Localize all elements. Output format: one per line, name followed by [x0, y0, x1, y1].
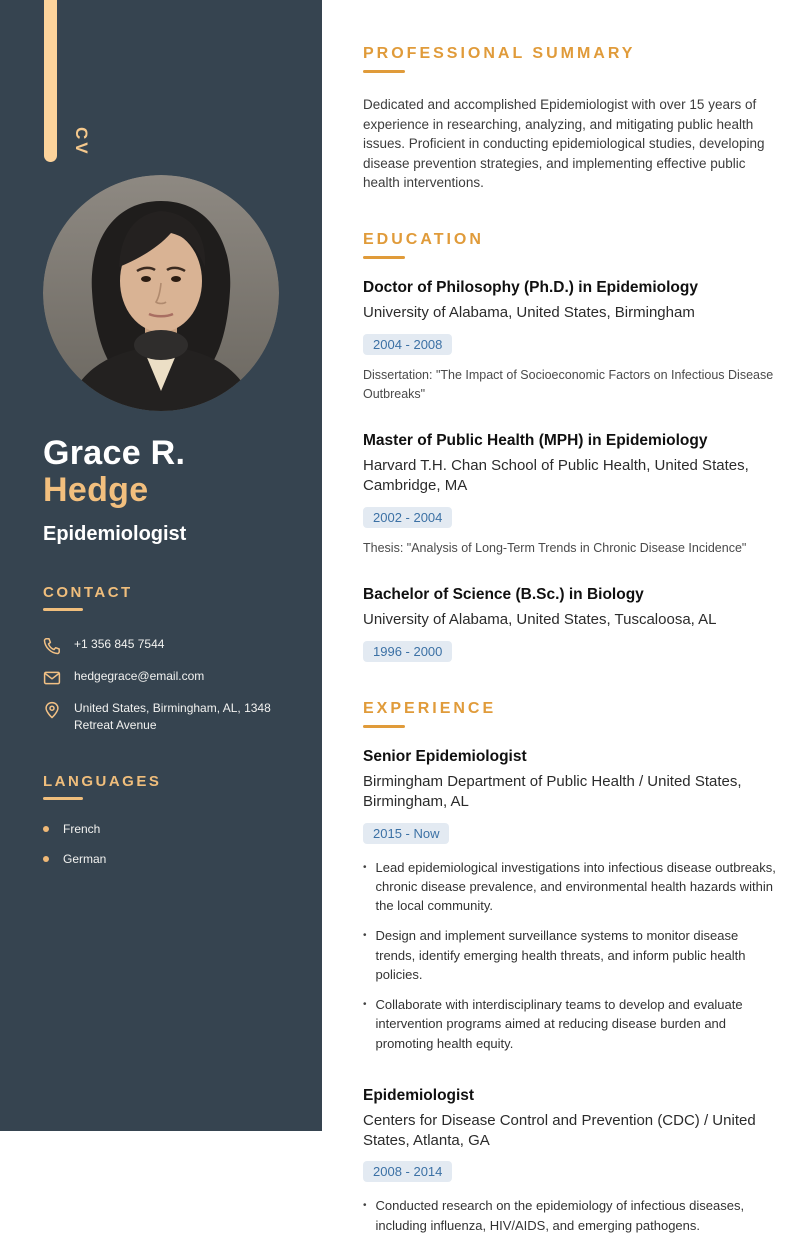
- language-item: [43, 822, 294, 836]
- sidebar: [0, 0, 322, 1131]
- experience-heading: EXPERIENCE: [363, 700, 497, 718]
- employer-name: Centers for Disease Control and Prevention (CDC) / United States, Atlanta, GA: [363, 1111, 756, 1149]
- education-heading: EDUCATION: [363, 230, 484, 248]
- date-badge: 1996 - 2000: [363, 641, 452, 662]
- languages-heading: LANGUAGES: [43, 772, 162, 790]
- bullet-item: [363, 926, 777, 984]
- contact-heading: CONTACT: [43, 583, 133, 601]
- bullet-dot-icon: [43, 826, 49, 832]
- bullet-text: Design and implement surveillance systems to monitor disease trends, identify emerging health threats, and inform public health policies.: [375, 928, 746, 982]
- section-summary: [363, 45, 777, 193]
- employer-name: Birmingham Department of Public Health / United States, Birmingham, AL: [363, 773, 742, 810]
- bullet-text: Lead epidemiological investigations into infectious disease outbreaks, chronic disease prevalence, and environmental health hazards within the local community.: [375, 859, 776, 914]
- language-label: French: [63, 821, 101, 836]
- person-name: [43, 435, 294, 510]
- summary-text: Dedicated and accomplished Epidemiologist with over 15 years of experience in researching, analyzing, and mitigating public health issues. Proficient in conducting epidemiological studies, developing disease prevention strategies, and implementing effective public health interventions.: [363, 97, 765, 191]
- contact-item-phone: [43, 636, 294, 655]
- section-education: [363, 231, 777, 662]
- main-content: [322, 0, 800, 1233]
- portrait-illustration: [43, 175, 279, 411]
- bullet-dot-icon: •: [363, 1200, 367, 1212]
- summary-heading: PROFESSIONAL SUMMARY: [363, 45, 636, 62]
- experience-entry: [363, 1087, 777, 1235]
- summary-heading-underline: [363, 70, 405, 73]
- date-badge: 2015 - Now: [363, 823, 449, 844]
- bullet-dot-icon: •: [363, 999, 367, 1011]
- language-label: German: [63, 851, 107, 866]
- person-job-title: Epidemiologist: [43, 522, 187, 545]
- section-experience: [363, 700, 777, 1235]
- languages-heading-underline: [43, 797, 83, 800]
- person-first-name: Grace R.: [43, 434, 186, 472]
- contact-item-address: [43, 700, 294, 735]
- accent-bar: [44, 0, 57, 162]
- date-badge: 2004 - 2008: [363, 334, 452, 355]
- bullet-text: Conducted research on the epidemiology of infectious diseases, including influenza, HIV/AIDS, and emerging pathogens.: [375, 1198, 745, 1233]
- bullet-dot-icon: [43, 856, 49, 862]
- degree-title: Bachelor of Science (B.Sc.) in Biology: [363, 586, 644, 604]
- degree-title: Doctor of Philosophy (Ph.D.) in Epidemiology: [363, 278, 698, 296]
- cv-label: CV: [72, 127, 91, 157]
- person-last-name: Hedge: [43, 471, 149, 510]
- profile-photo: [43, 175, 279, 411]
- education-entry: [363, 279, 777, 405]
- bullet-text: Collaborate with interdisciplinary teams to develop and evaluate intervention programs aimed at reducing disease burden and promoting health equity.: [375, 997, 743, 1051]
- bullet-dot-icon: •: [363, 930, 367, 942]
- date-badge: 2008 - 2014: [363, 1161, 452, 1182]
- school-name: Harvard T.H. Chan School of Public Health, United States, Cambridge, MA: [363, 457, 749, 495]
- contact-address-text: United States, Birmingham, AL, 1348 Retreat Avenue: [74, 700, 271, 733]
- degree-title: Master of Public Health (MPH) in Epidemiology: [363, 432, 708, 450]
- bullet-item: [363, 1196, 777, 1234]
- contact-phone-text: +1 356 845 7544: [74, 636, 165, 651]
- contact-heading-underline: [43, 608, 83, 611]
- phone-icon: [43, 637, 61, 655]
- contact-list: [43, 636, 294, 735]
- school-name: University of Alabama, United States, Birmingham: [363, 303, 695, 321]
- job-title: Senior Epidemiologist: [363, 748, 527, 766]
- education-heading-underline: [363, 256, 405, 259]
- job-bullets: [363, 1196, 777, 1234]
- contact-email-text: hedgegrace@email.com: [74, 668, 205, 683]
- languages-list: [43, 822, 294, 866]
- location-icon: [43, 701, 61, 719]
- experience-heading-underline: [363, 725, 405, 728]
- education-entry: [363, 432, 777, 558]
- thesis-note: Thesis: "Analysis of Long-Term Trends in Chronic Disease Incidence": [363, 540, 747, 555]
- bullet-item: [363, 995, 777, 1053]
- bullet-dot-icon: •: [363, 861, 367, 873]
- experience-entry: [363, 748, 777, 1053]
- job-title: Epidemiologist: [363, 1086, 475, 1104]
- bullet-item: [363, 858, 777, 916]
- school-name: University of Alabama, United States, Tuscaloosa, AL: [363, 611, 717, 629]
- education-entry: [363, 586, 777, 662]
- contact-item-email: [43, 668, 294, 687]
- job-bullets: [363, 858, 777, 1053]
- language-item: [43, 852, 294, 866]
- email-icon: [43, 669, 61, 687]
- date-badge: 2002 - 2004: [363, 507, 452, 528]
- dissertation-note: Dissertation: "The Impact of Socioeconomic Factors on Infectious Disease Outbreaks": [363, 367, 774, 401]
